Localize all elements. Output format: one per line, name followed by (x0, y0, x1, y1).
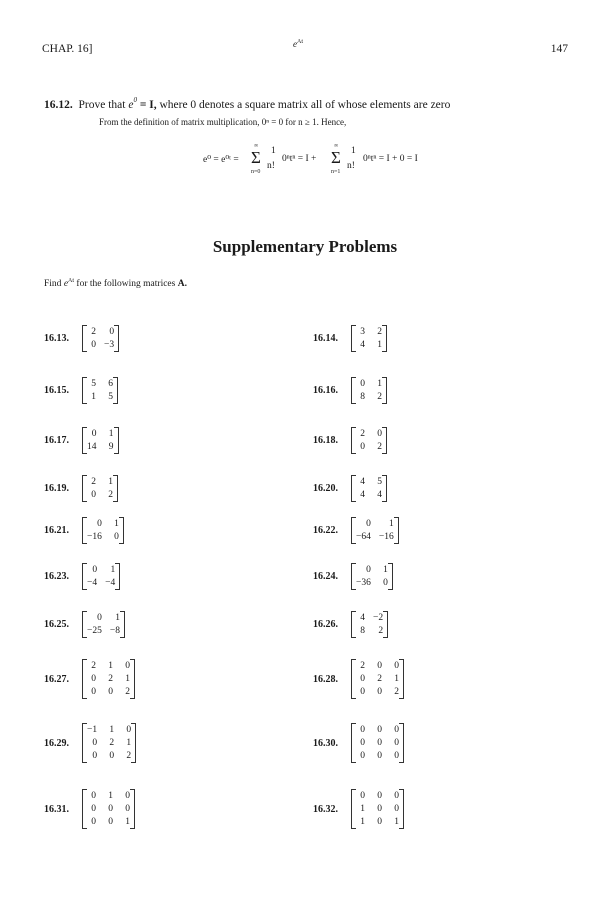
problem-number: 16.18. (313, 434, 338, 446)
matrix-entry: 0 (91, 339, 96, 350)
solved-problem-statement: 16.12. Prove that $e^0 = I$, where 0 denotes a square matrix all of whose elements are zero (44, 96, 451, 111)
matrix (351, 325, 387, 352)
matrix-entry: 1 (108, 476, 113, 487)
matrix-entry: 1 (126, 738, 132, 748)
matrix-entry: 1 (377, 378, 382, 389)
matrix (351, 789, 404, 829)
matrix-entry: 2 (91, 661, 96, 671)
matrix-entry: 6 (108, 378, 113, 389)
matrix-entry: 4 (360, 612, 365, 623)
matrix-entry: 0 (91, 674, 96, 684)
matrix-entry: 2 (377, 326, 382, 337)
matrix (351, 723, 404, 763)
matrix-entry: −4 (105, 577, 116, 588)
problem-item (44, 654, 135, 704)
problem-number: 16.13. (44, 332, 69, 344)
matrix-entry: 2 (108, 674, 113, 684)
matrix-entry: 4 (377, 489, 382, 500)
matrix-entry: 1 (125, 674, 130, 684)
matrix-entry: −36 (356, 577, 371, 588)
matrix-entry: 0 (377, 661, 382, 671)
problem-number: 16.19. (44, 482, 69, 494)
problem-item (44, 320, 119, 356)
matrix-entry: 1 (108, 791, 113, 801)
matrix-entry: 0 (108, 817, 113, 827)
matrix-entry: 8 (360, 391, 365, 402)
problem-item (313, 422, 387, 458)
matrix-entry: 2 (377, 674, 382, 684)
running-title: $e^{At}$ (293, 39, 303, 49)
matrix-entry: 2 (360, 428, 365, 439)
matrix (351, 427, 387, 454)
matrix-entry: 0 (360, 751, 365, 761)
matrix-entry: −3 (104, 339, 115, 350)
problem-number: 16.14. (313, 332, 338, 344)
solution-formula: e⁰ = e⁰ᵗ = ∞ Σ n=0 1 n! 0ⁿtⁿ = I + ∞ Σ n=1 1 n! 0ⁿtⁿ = I + 0 = I (203, 143, 418, 175)
problem-number: 16.20. (313, 482, 338, 494)
problem-item (44, 372, 118, 408)
problem-number: 16.17. (44, 434, 69, 446)
matrix-entry: 0 (91, 489, 96, 500)
matrix-entry: 0 (394, 661, 399, 671)
matrix (351, 563, 393, 590)
matrix-entry: −16 (378, 531, 394, 542)
matrix-entry: 0 (360, 687, 365, 697)
section-heading: Supplementary Problems (212, 237, 398, 256)
matrix-entry: 0 (91, 804, 96, 814)
matrix-entry: 2 (377, 441, 382, 452)
matrix-entry: 0 (125, 791, 130, 801)
problem-item (313, 718, 404, 768)
problem-number: 16.23. (44, 570, 69, 582)
problem-number: 16.24. (313, 570, 338, 582)
problem-number: 16.27. (44, 673, 69, 685)
problem-item (313, 372, 387, 408)
matrix-entry: 0 (360, 725, 365, 735)
matrix-entry: 0 (108, 687, 113, 697)
matrix-entry: 1 (360, 804, 365, 814)
matrix-entry: 2 (377, 391, 382, 402)
matrix-entry: 0 (394, 791, 399, 801)
matrix-entry: 0 (125, 804, 130, 814)
solution-text: From the definition of matrix multiplication, 0ⁿ = 0 for n ≥ 1. Hence, (99, 117, 347, 127)
matrix-entry: 2 (125, 687, 130, 697)
matrix (82, 723, 136, 763)
matrix-entry: 0 (92, 738, 98, 748)
matrix-entry: 3 (360, 326, 365, 337)
matrix-entry: 0 (91, 428, 97, 439)
matrix-entry: 1 (394, 817, 399, 827)
problem-number: 16.28. (313, 673, 338, 685)
instruction-text: Find $e^{At}$ for the following matrices A. (44, 278, 187, 290)
matrix (82, 377, 118, 404)
problem-number: 16.29. (44, 737, 69, 749)
matrix-entry: 0 (377, 687, 382, 697)
matrix-entry: 0 (114, 531, 119, 542)
matrix-entry: 2 (91, 476, 96, 487)
matrix (82, 789, 135, 829)
chapter-label: CHAP. 16] (42, 43, 93, 55)
matrix-entry: −64 (356, 531, 371, 542)
matrix-entry: −4 (87, 577, 98, 588)
matrix-entry: 5 (377, 476, 382, 487)
matrix-entry: 1 (110, 564, 116, 575)
matrix-entry: 0 (377, 725, 382, 735)
matrix-entry: 0 (360, 378, 365, 389)
matrix (351, 475, 387, 502)
problem-item (313, 654, 404, 704)
problem-item (313, 606, 388, 642)
matrix-entry: 0 (91, 791, 96, 801)
matrix-entry: 2 (91, 326, 96, 337)
matrix-entry: 5 (108, 391, 113, 402)
matrix-entry: 1 (108, 428, 114, 439)
matrix (82, 611, 125, 638)
matrix (351, 377, 387, 404)
matrix-entry: 1 (91, 391, 96, 402)
matrix-entry: 1 (125, 817, 130, 827)
matrix-entry: 0 (394, 725, 399, 735)
matrix-entry: 0 (377, 804, 382, 814)
matrix-entry: 4 (360, 339, 365, 350)
problem-number: 16.16. (313, 384, 338, 396)
matrix-entry: 4 (360, 476, 365, 487)
matrix-entry: 8 (360, 625, 365, 636)
matrix-entry: 0 (377, 817, 382, 827)
matrix-entry: 0 (377, 738, 382, 748)
problem-item (44, 606, 125, 642)
matrix-entry: 1 (109, 725, 115, 735)
matrix-entry: 2 (394, 687, 399, 697)
matrix-entry: 0 (97, 612, 102, 623)
matrix-entry: −2 (373, 612, 384, 623)
matrix-entry: 0 (394, 804, 399, 814)
matrix (351, 517, 399, 544)
problem-item (44, 422, 119, 458)
matrix-entry: 0 (91, 687, 96, 697)
problem-item (313, 470, 387, 506)
page-number: 147 (550, 43, 568, 55)
problem-item (44, 512, 124, 548)
matrix-entry: 14 (87, 441, 97, 452)
problem-item (44, 784, 135, 834)
matrix-entry: −16 (87, 531, 102, 542)
problem-number: 16.32. (313, 803, 338, 815)
page-header (42, 39, 568, 59)
matrix (82, 325, 119, 352)
matrix-entry: −25 (87, 625, 102, 636)
problem-item (44, 558, 120, 594)
matrix-entry: 0 (92, 564, 98, 575)
matrix-entry: 0 (360, 738, 365, 748)
problem-item (313, 512, 399, 548)
matrix-entry: 0 (360, 674, 365, 684)
matrix-entry: 2 (378, 625, 384, 636)
matrix-entry: 0 (377, 751, 382, 761)
problem-item (313, 784, 404, 834)
matrix-entry: 0 (394, 738, 399, 748)
matrix-entry: 0 (366, 518, 371, 529)
matrix-entry: 0 (97, 518, 102, 529)
problem-number: 16.12. (44, 99, 73, 111)
problem-number: 16.21. (44, 524, 69, 536)
matrix-entry: −8 (109, 625, 120, 636)
matrix-entry: 2 (360, 661, 365, 671)
matrix-entry: 9 (108, 441, 114, 452)
matrix-entry: 0 (394, 751, 399, 761)
matrix-entry: 2 (126, 751, 132, 761)
matrix-entry: 0 (377, 791, 382, 801)
matrix (351, 611, 388, 638)
problem-number: 16.26. (313, 618, 338, 630)
matrix-entry: 0 (109, 751, 115, 761)
matrix-entry: 1 (108, 661, 113, 671)
problem-item (44, 470, 118, 506)
matrix-entry: 0 (109, 326, 115, 337)
problem-item (44, 718, 136, 768)
problem-item (313, 558, 393, 594)
problem-number: 16.31. (44, 803, 69, 815)
matrix-entry: 1 (114, 518, 119, 529)
matrix-entry: 2 (108, 489, 113, 500)
matrix-entry: 0 (360, 791, 365, 801)
matrix-entry: 0 (91, 817, 96, 827)
matrix (82, 563, 120, 590)
matrix-entry: 0 (126, 725, 132, 735)
matrix-entry: 0 (125, 661, 130, 671)
matrix (82, 427, 119, 454)
matrix-entry: 0 (108, 804, 113, 814)
problem-number: 16.25. (44, 618, 69, 630)
matrix-entry: 4 (360, 489, 365, 500)
matrix-entry: 0 (377, 428, 382, 439)
problem-item (313, 320, 387, 356)
matrix-entry: 1 (394, 674, 399, 684)
matrix-entry: 2 (109, 738, 115, 748)
matrix-entry: 0 (360, 441, 365, 452)
matrix-entry: 0 (366, 564, 371, 575)
matrix (82, 659, 135, 699)
problem-number: 16.22. (313, 524, 338, 536)
matrix-entry: 1 (360, 817, 365, 827)
matrix-entry: 1 (388, 518, 394, 529)
problem-number: 16.15. (44, 384, 69, 396)
matrix-entry: 1 (377, 339, 382, 350)
matrix-entry: 0 (92, 751, 98, 761)
problem-number: 16.30. (313, 737, 338, 749)
matrix (82, 517, 124, 544)
matrix (82, 475, 118, 502)
matrix-entry: 1 (115, 612, 120, 623)
matrix (351, 659, 404, 699)
matrix-entry: 1 (383, 564, 388, 575)
matrix-entry: 5 (91, 378, 96, 389)
matrix-entry: 0 (383, 577, 388, 588)
matrix-entry: −1 (87, 725, 98, 735)
